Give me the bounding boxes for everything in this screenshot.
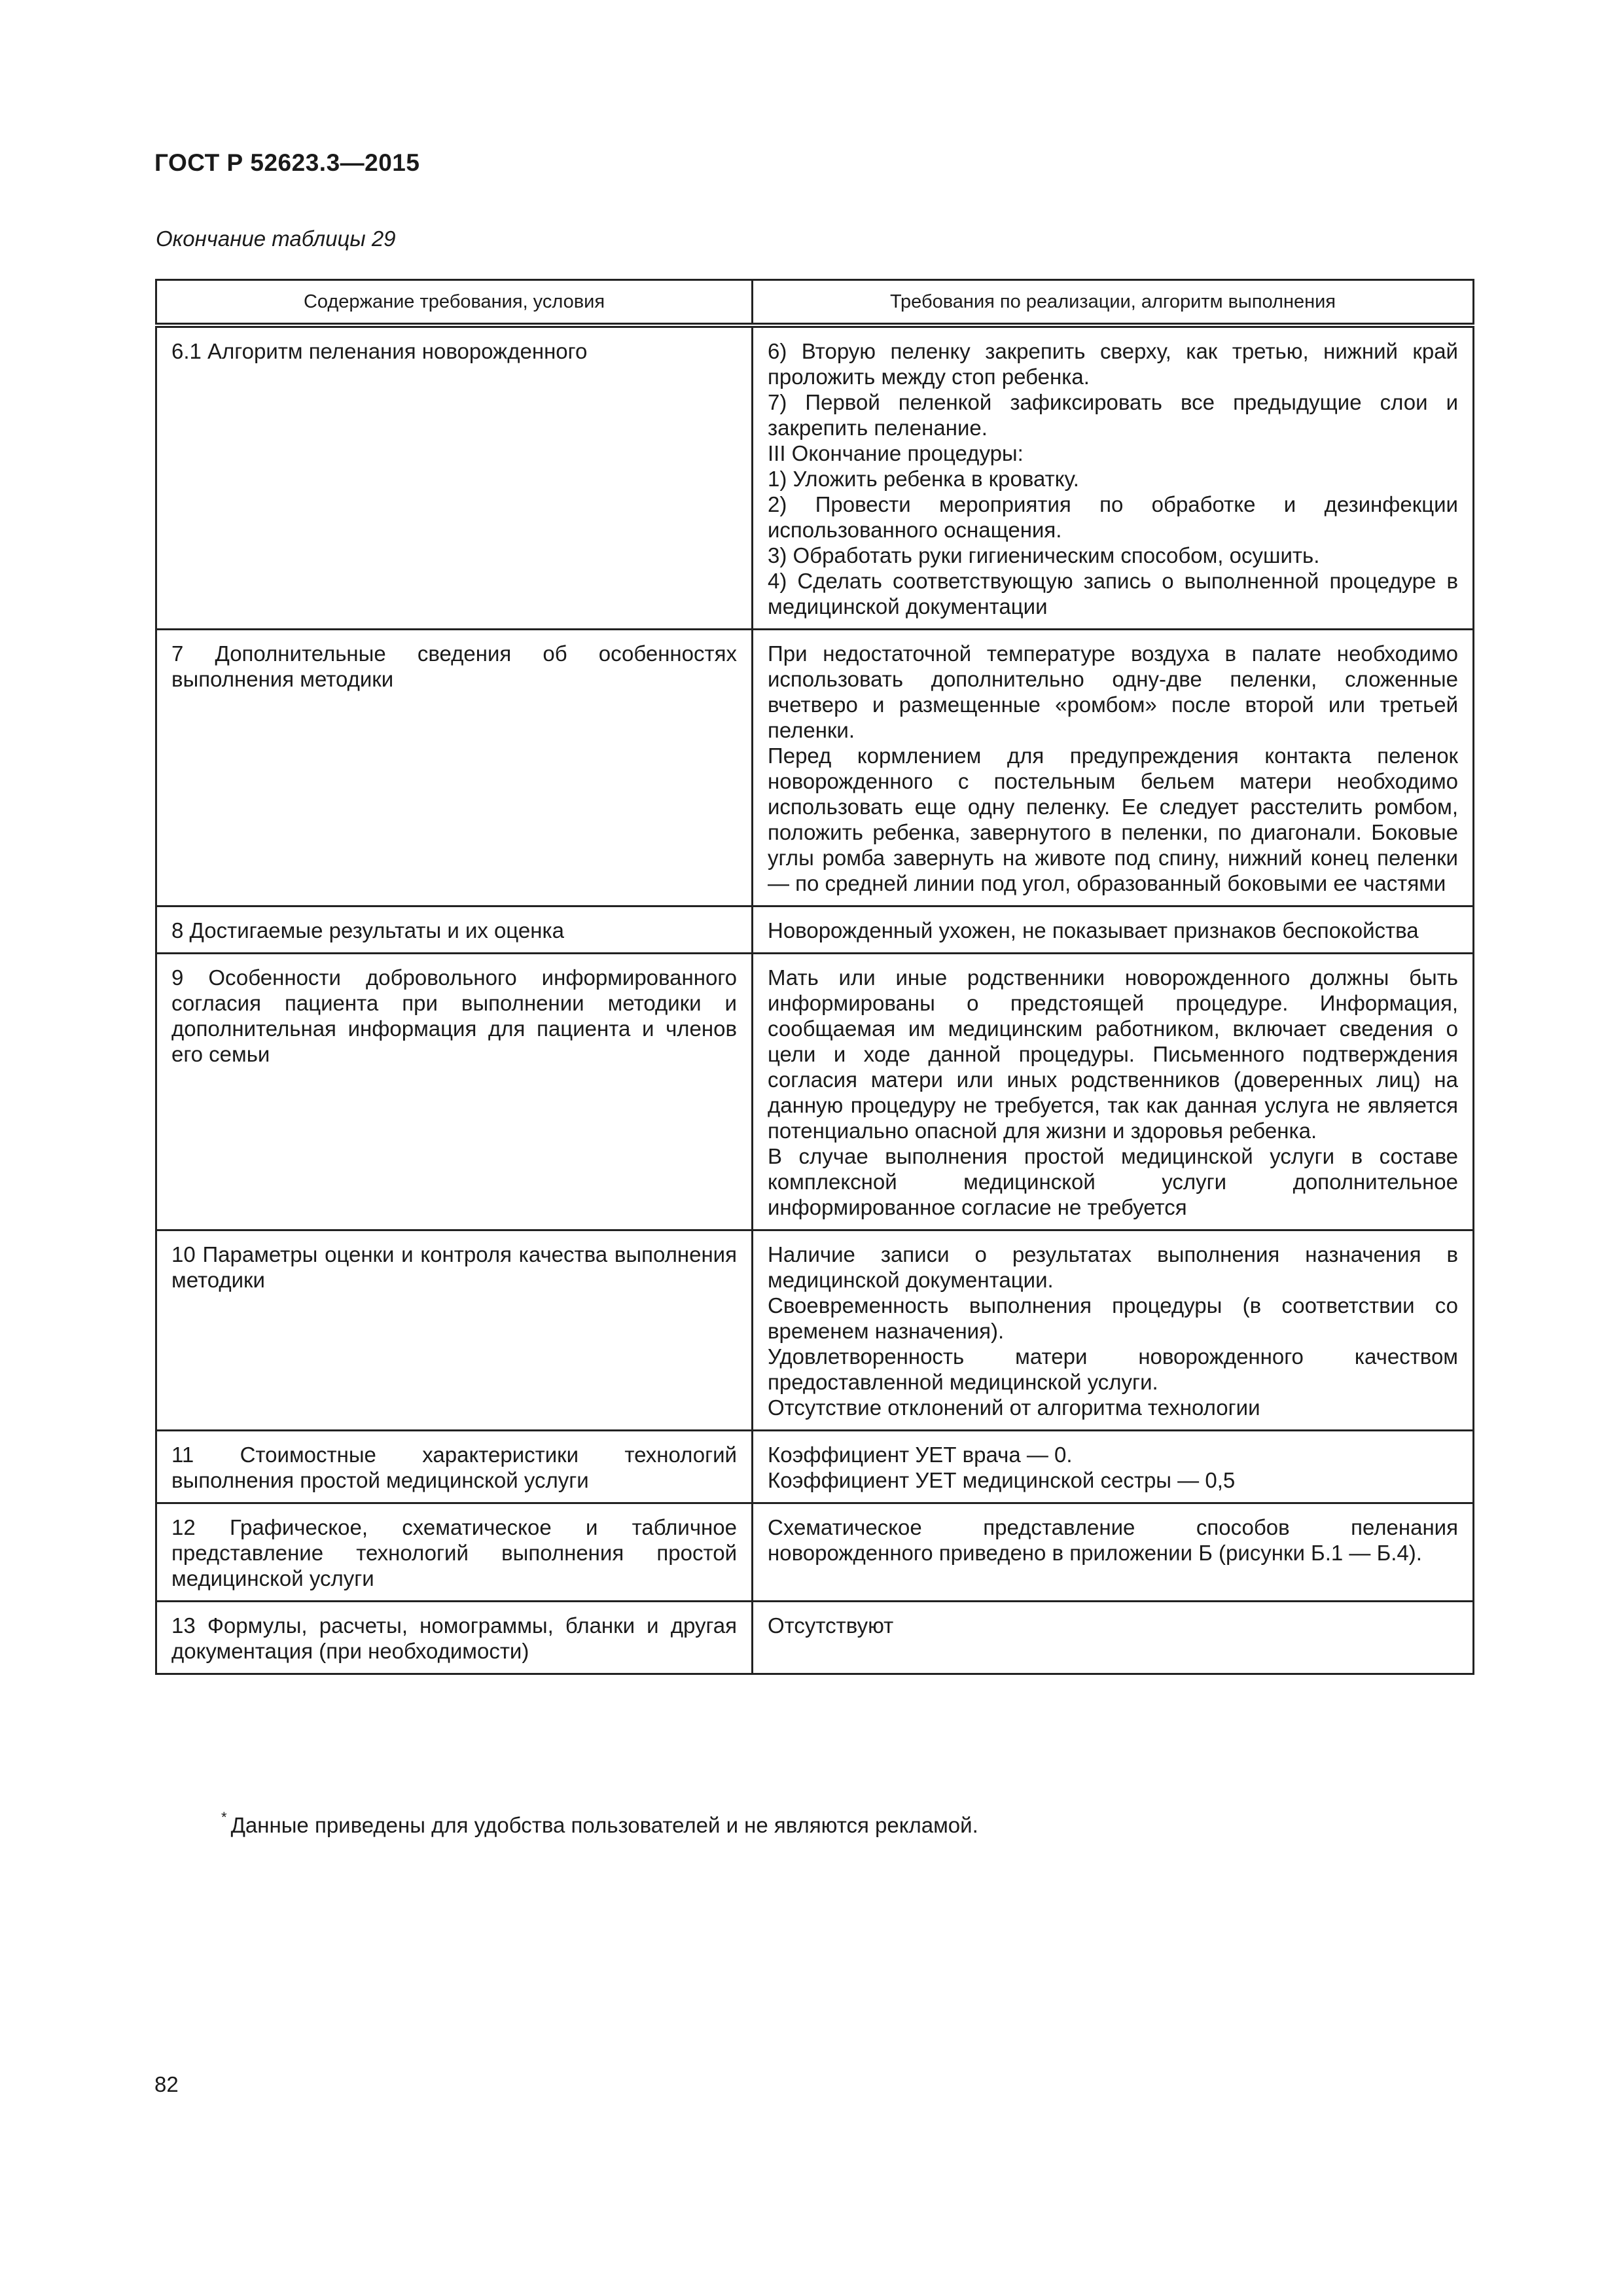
footnote-text: Данные приведены для удобства пользователей и не являются рекламой.	[230, 1813, 978, 1837]
footnote	[221, 1809, 978, 1838]
requirement-cell: 10 Параметры оценки и контроля качества выполнения методики	[156, 1230, 753, 1431]
implementation-cell	[753, 630, 1474, 906]
implementation-line: Коэффициент УЕТ врача — 0.	[768, 1443, 1073, 1467]
requirements-table	[155, 279, 1474, 1675]
implementation-line: Новорожденный ухожен, не показывает признаков беспокойства	[768, 918, 1419, 942]
implementation-line: Мать или иные родственники новорожденного должны быть информированы о предстоящей процедуре. Информация, сообщаемая им медицинским работником, включает сведения о цели и ходе данной процедуры. Письменного подтверждения согласия матери или иных родственников (доверенных лиц) на данную процедуру не требуется, так как данная услуга не является потенциально опасной для жизни и здоровья ребенка.	[768, 965, 1458, 1143]
table-row	[156, 1602, 1474, 1674]
implementation-cell	[753, 1503, 1474, 1602]
requirement-cell: 7 Дополнительные сведения об особенностях выполнения методики	[156, 630, 753, 906]
requirement-cell: 9 Особенности добровольного информированного согласия пациента при выполнении методики и дополнительная информация для пациента и членов его семьи	[156, 954, 753, 1230]
implementation-line: При недостаточной температуре воздуха в палате необходимо использовать дополнительно одну-две пеленки, сложенные вчетверо и размещенные «ромбом» после второй или третьей пеленки.	[768, 641, 1458, 742]
implementation-line: Удовлетворенность матери новорожденного качеством предоставленной медицинской услуги.	[768, 1344, 1458, 1394]
requirement-cell: 6.1 Алгоритм пеленания новорожденного	[156, 325, 753, 630]
implementation-cell	[753, 1230, 1474, 1431]
implementation-line: Своевременность выполнения процедуры (в соответствии со временем назначения).	[768, 1293, 1458, 1343]
table-row	[156, 325, 1474, 630]
requirement-cell: 11 Стоимостные характеристики технологий выполнения простой медицинской услуги	[156, 1431, 753, 1503]
implementation-line: Схематическое представление способов пеленания новорожденного приведено в приложении Б (рисунки Б.1 — Б.4).	[768, 1515, 1458, 1565]
implementation-line: Отсутствуют	[768, 1613, 894, 1638]
implementation-line: Отсутствие отклонений от алгоритма технологии	[768, 1395, 1260, 1420]
table-header-row	[156, 280, 1474, 326]
implementation-line: Перед кормлением для предупреждения контакта пеленок новорожденного с постельным бельем матери необходимо использовать еще одну пеленку. Ее следует расстелить ромбом, положить ребенка, завернутого в пеленки, по диагонали. Боковые углы ромба завернуть на животе под спину, нижний конец пеленки — по средней линии под угол, образованный боковыми ее частями	[768, 744, 1458, 895]
requirement-cell: 8 Достигаемые результаты и их оценка	[156, 906, 753, 954]
table-row	[156, 906, 1474, 954]
implementation-cell	[753, 954, 1474, 1230]
implementation-cell	[753, 1431, 1474, 1503]
table-caption: Окончание таблицы 29	[156, 226, 396, 251]
requirement-cell: 12 Графическое, схематическое и табличное представление технологий выполнения простой медицинской услуги	[156, 1503, 753, 1602]
implementation-line: 1) Уложить ребенка в кроватку.	[768, 467, 1079, 491]
footnote-marker: *	[221, 1809, 227, 1825]
column-header-implementation: Требования по реализации, алгоритм выполнения	[753, 280, 1474, 326]
column-header-requirement: Содержание требования, условия	[156, 280, 753, 326]
document-code: ГОСТ Р 52623.3—2015	[154, 149, 420, 176]
implementation-line: Наличие записи о результатах выполнения назначения в медицинской документации.	[768, 1242, 1458, 1292]
table-row	[156, 1431, 1474, 1503]
implementation-line: 4) Сделать соответствующую запись о выполненной процедуре в медицинской документации	[768, 569, 1458, 619]
implementation-line: 7) Первой пеленкой зафиксировать все предыдущие слои и закрепить пеленание.	[768, 390, 1458, 440]
implementation-line: Коэффициент УЕТ медицинской сестры — 0,5	[768, 1468, 1236, 1492]
implementation-line: 3) Обработать руки гигиеническим способом, осушить.	[768, 543, 1320, 567]
table-row	[156, 1230, 1474, 1431]
implementation-line: 6) Вторую пеленку закрепить сверху, как третью, нижний край проложить между стоп ребенка.	[768, 339, 1458, 389]
table-row	[156, 630, 1474, 906]
requirement-cell: 13 Формулы, расчеты, номограммы, бланки и другая документация (при необходимости)	[156, 1602, 753, 1674]
implementation-cell	[753, 325, 1474, 630]
page-number: 82	[154, 2072, 179, 2096]
implementation-line: III Окончание процедуры:	[768, 441, 1024, 465]
table-row	[156, 954, 1474, 1230]
table-row	[156, 1503, 1474, 1602]
implementation-cell	[753, 1602, 1474, 1674]
implementation-line: В случае выполнения простой медицинской услуги в составе комплексной медицинской услуги дополнительное информированное согласие не требуется	[768, 1144, 1458, 1219]
implementation-cell	[753, 906, 1474, 954]
implementation-line: 2) Провести мероприятия по обработке и дезинфекции использованного оснащения.	[768, 492, 1458, 542]
